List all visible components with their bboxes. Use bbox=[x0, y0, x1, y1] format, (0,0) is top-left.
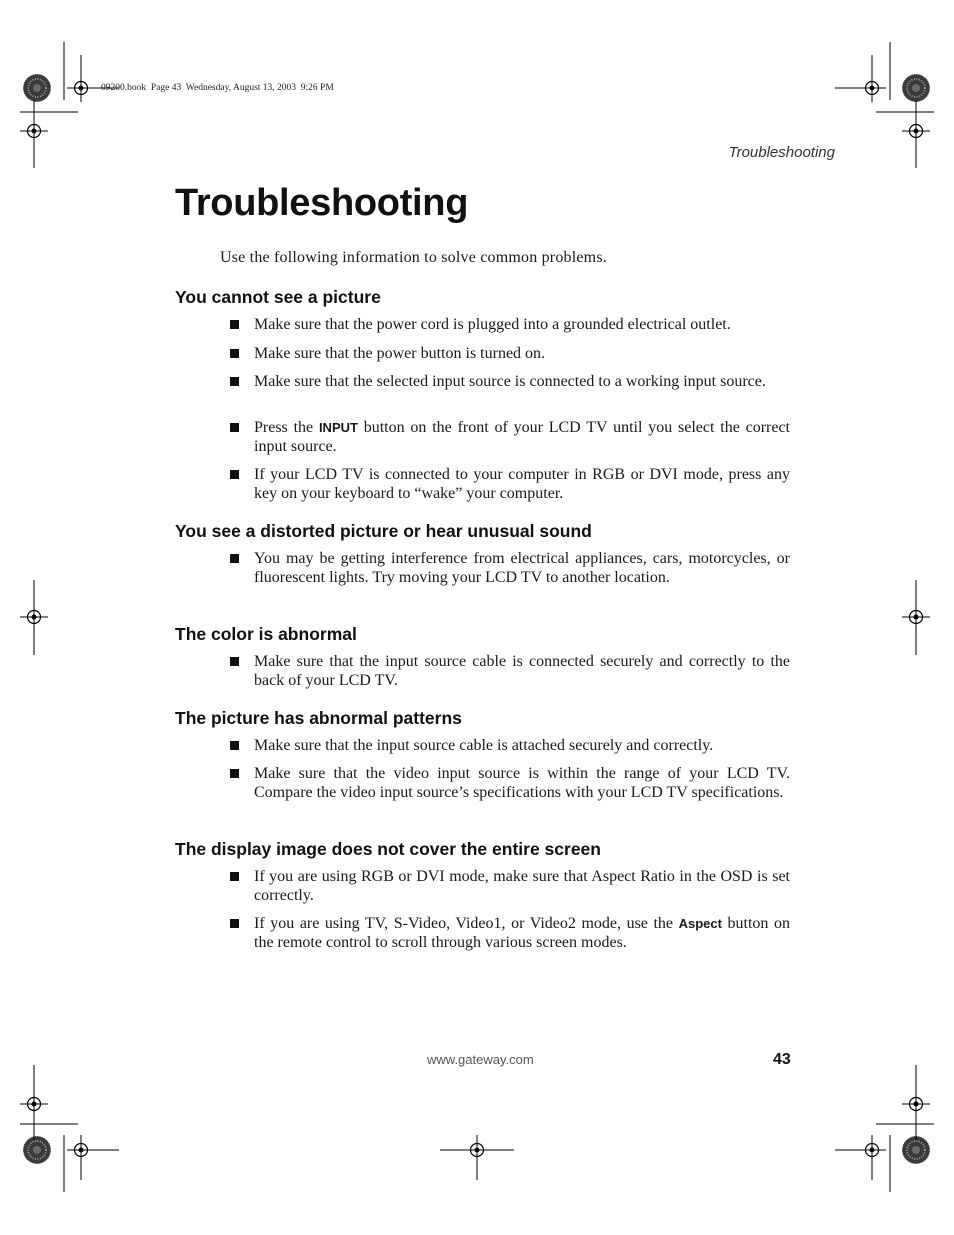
input-button-label: INPUT bbox=[318, 420, 358, 435]
section-heading: You see a distorted picture or hear unusual sound bbox=[175, 521, 592, 541]
list-item: Make sure that the input source cable is connected securely and correctly to the back of your LCD TV. bbox=[230, 652, 790, 690]
list-item: Make sure that the power cord is plugged into a grounded electrical outlet. bbox=[230, 315, 790, 334]
bullet-square-icon bbox=[230, 872, 239, 881]
bullet-square-icon bbox=[230, 349, 239, 358]
list-item: If you are using RGB or DVI mode, make sure that Aspect Ratio in the OSD is set correctly. bbox=[230, 867, 790, 905]
section-heading: The color is abnormal bbox=[175, 624, 357, 644]
bullet-square-icon bbox=[230, 377, 239, 386]
registration-star-icon bbox=[902, 74, 930, 102]
list-item: Press the INPUT button on the front of your LCD TV until you select the correct input source. bbox=[230, 418, 790, 456]
print-metadata: 09200.book Page 43 Wednesday, August 13, 2003 9:26 PM bbox=[101, 83, 334, 93]
registration-star-icon bbox=[902, 1136, 930, 1164]
bullet-square-icon bbox=[230, 741, 239, 750]
list-item: Make sure that the selected input source is connected to a working input source. bbox=[230, 372, 790, 391]
registration-star-icon bbox=[23, 1136, 51, 1164]
aspect-button-label: Aspect bbox=[678, 916, 722, 931]
list-item: You may be getting interference from electrical appliances, cars, motorcycles, or fluorescent lights. Try moving your LCD TV to another location. bbox=[230, 549, 790, 587]
section-heading: The display image does not cover the entire screen bbox=[175, 839, 601, 859]
list-item: If your LCD TV is connected to your computer in RGB or DVI mode, press any key on your keyboard to “wake” your computer. bbox=[230, 465, 790, 503]
intro-text: Use the following information to solve common problems. bbox=[220, 249, 607, 266]
footer-url: www.gateway.com bbox=[427, 1052, 534, 1067]
running-header: Troubleshooting bbox=[728, 144, 835, 161]
bullet-square-icon bbox=[230, 657, 239, 666]
registration-star-icon bbox=[23, 74, 51, 102]
list-item: Make sure that the power button is turned on. bbox=[230, 344, 790, 363]
list-item: Make sure that the input source cable is attached securely and correctly. bbox=[230, 736, 790, 755]
bullet-square-icon bbox=[230, 423, 239, 432]
bullet-square-icon bbox=[230, 769, 239, 778]
section-heading: The picture has abnormal patterns bbox=[175, 708, 462, 728]
page-number: 43 bbox=[773, 1051, 791, 1068]
list-item: Make sure that the video input source is within the range of your LCD TV. Compare the video input source’s specifications with your LCD TV specifications. bbox=[230, 764, 790, 802]
bullet-square-icon bbox=[230, 554, 239, 563]
bullet-square-icon bbox=[230, 470, 239, 479]
list-item: If you are using TV, S-Video, Video1, or Video2 mode, use the Aspect button on the remote control to scroll through various screen modes. bbox=[230, 914, 790, 952]
bullet-square-icon bbox=[230, 919, 239, 928]
section-heading: You cannot see a picture bbox=[175, 287, 381, 307]
page-title: Troubleshooting bbox=[175, 182, 469, 224]
bullet-square-icon bbox=[230, 320, 239, 329]
